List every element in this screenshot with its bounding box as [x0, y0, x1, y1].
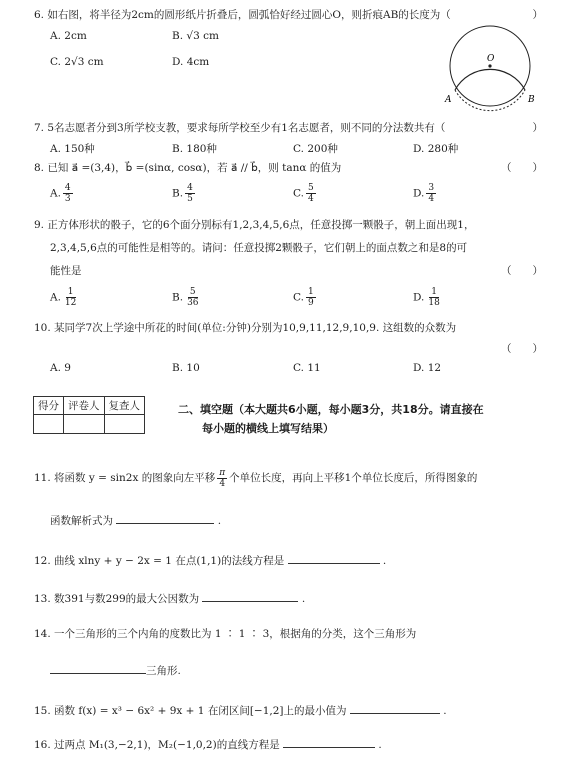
- score-cell-score[interactable]: [34, 415, 64, 434]
- score-cell-reviewer[interactable]: [104, 415, 145, 434]
- q9-option-d[interactable]: D. $\frac{1}{18}$: [413, 287, 440, 308]
- question-14-line2: 三角形.: [50, 662, 553, 679]
- question-8-paren: （ ）: [501, 162, 543, 174]
- q6-label-o: O: [487, 54, 495, 64]
- q6-folded-arc-dashed: [455, 90, 525, 111]
- score-header-grader: 评卷人: [64, 397, 105, 415]
- question-9-options: [50, 287, 553, 313]
- q8-option-d[interactable]: D. $\frac{3}{4}$: [413, 183, 435, 204]
- q8-option-c-fraction: $\frac{5}{4}$: [308, 183, 314, 204]
- question-9-line1: 9. 正方体形状的骰子，它的6个面分别标有1,2,3,4,5,6点，任意投掷一颗骰子，朝上面出现1，: [34, 219, 475, 231]
- question-10-paren: （ ）: [501, 343, 543, 355]
- q11-shift-fraction: $\frac{\pi}{4}$: [219, 467, 226, 489]
- q9-option-c[interactable]: C. $\frac{1}{9}$: [293, 287, 314, 308]
- q9-option-d-fraction: $\frac{1}{18}$: [428, 287, 440, 308]
- q6-option-c[interactable]: C. 2√3 cm: [50, 56, 104, 68]
- q8-option-a[interactable]: A. $\frac{4}{3}$: [50, 183, 71, 204]
- q10-option-a[interactable]: A. 9: [50, 362, 71, 374]
- q16-answer-blank[interactable]: [283, 736, 375, 748]
- q6-circle-figure: [442, 22, 546, 114]
- q6-option-a[interactable]: A. 2cm: [50, 30, 87, 42]
- q6-center-point: [488, 64, 491, 67]
- q8-option-d-fraction: $\frac{3}{4}$: [428, 183, 435, 204]
- question-9-paren: （ ）: [501, 265, 543, 277]
- question-15: 15. 函数 f(x) = x³ − 6x² + 9x + 1 在闭区间[−1,2]上的最小值为 .: [34, 702, 553, 719]
- q6-option-d[interactable]: D. 4cm: [172, 56, 210, 68]
- q6-label-b: B: [528, 95, 535, 105]
- score-table: [33, 396, 145, 434]
- question-7-stem: 7. 5名志愿者分到3所学校支教，要求每所学校至少有1名志愿者，则不同的分法数共有（: [34, 122, 446, 134]
- question-12: 12. 曲线 xlny + y − 2x = 1 在点(1,1)的法线方程是 .: [34, 552, 553, 569]
- question-13: 13. 数391与数299的最大公因数为 .: [34, 590, 553, 607]
- q15-answer-blank[interactable]: [350, 702, 440, 714]
- question-10-options: [50, 362, 553, 384]
- q6-option-b[interactable]: B. √3 cm: [172, 30, 219, 42]
- q9-option-a-fraction: $\frac{1}{12}$: [64, 287, 77, 308]
- section-2-heading: 二、填空题（本大题共6小题，每小题3分，共18分。请直接在 每小题的横线上填写结果）: [178, 403, 484, 435]
- q14-answer-blank[interactable]: [50, 662, 146, 674]
- q7-option-a[interactable]: A. 150种: [50, 143, 95, 155]
- score-header-score: 得分: [34, 397, 64, 415]
- question-10-stem: 10. 某同学7次上学途中所花的时间(单位:分钟)分别为10,9,11,12,9,10,9. 这组数的众数为: [34, 322, 457, 334]
- q13-answer-blank[interactable]: [202, 590, 298, 602]
- q8-option-b-fraction: $\frac{4}{5}$: [187, 183, 193, 204]
- q7-option-b[interactable]: B. 180种: [172, 143, 217, 155]
- q9-option-c-fraction: $\frac{1}{9}$: [308, 287, 314, 308]
- question-16: 16. 过两点 M₁(3,−2,1)，M₂(−1,0,2)的直线方程是 .: [34, 736, 553, 753]
- question-9-line3: 能性是: [50, 265, 82, 277]
- score-header-reviewer: 复查人: [104, 397, 145, 415]
- q8-option-c[interactable]: C. $\frac{5}{4}$: [293, 183, 314, 204]
- question-11-line1: 11. 将函数 y = sin2x 的图象向左平移 $\frac{\pi}{4}$ 个单位长度，再向上平移1个单位长度后，所得图象的: [34, 467, 478, 489]
- question-6-paren: ）: [532, 9, 543, 21]
- question-7-paren: ）: [532, 122, 543, 134]
- q11-answer-blank[interactable]: [116, 512, 214, 524]
- q10-option-b[interactable]: B. 10: [172, 362, 200, 374]
- q9-option-b[interactable]: B. $\frac{5}{36}$: [172, 287, 199, 308]
- q12-answer-blank[interactable]: [288, 552, 380, 564]
- score-cell-grader[interactable]: [64, 415, 105, 434]
- question-8-options: [50, 183, 553, 209]
- q10-option-c[interactable]: C. 11: [293, 362, 321, 374]
- q8-option-a-fraction: $\frac{4}{3}$: [64, 183, 71, 204]
- q9-option-a[interactable]: A. $\frac{1}{12}$: [50, 287, 77, 308]
- question-11-line2: 函数解析式为 .: [50, 512, 553, 529]
- question-14-line1: 14. 一个三角形的三个内角的度数比为 1 ∶ 1 ∶ 3，根据角的分类，这个三角形为: [34, 628, 417, 640]
- q7-option-d[interactable]: D. 280种: [413, 143, 459, 155]
- q10-option-d[interactable]: D. 12: [413, 362, 442, 374]
- q6-label-a: A: [445, 95, 452, 105]
- question-6-stem: 6. 如右图，将半径为2cm的圆形纸片折叠后，圆弧恰好经过圆心O，则折痕AB的长度为（: [34, 9, 451, 21]
- question-8-stem: 8. 已知 a⃗ =(3,4)，b⃗ =(sinα, cosα)，若 a⃗ // b⃗，则 tanα 的值为: [34, 162, 342, 174]
- question-9-line2: 2,3,4,5,6点的可能性是相等的。请问：任意投掷2颗骰子，它们朝上的面点数之和是8的可: [50, 242, 468, 254]
- q9-option-b-fraction: $\frac{5}{36}$: [187, 287, 199, 308]
- q7-option-c[interactable]: C. 200种: [293, 143, 338, 155]
- q6-folded-arc: [455, 69, 525, 90]
- q8-option-b[interactable]: B. $\frac{4}{5}$: [172, 183, 193, 204]
